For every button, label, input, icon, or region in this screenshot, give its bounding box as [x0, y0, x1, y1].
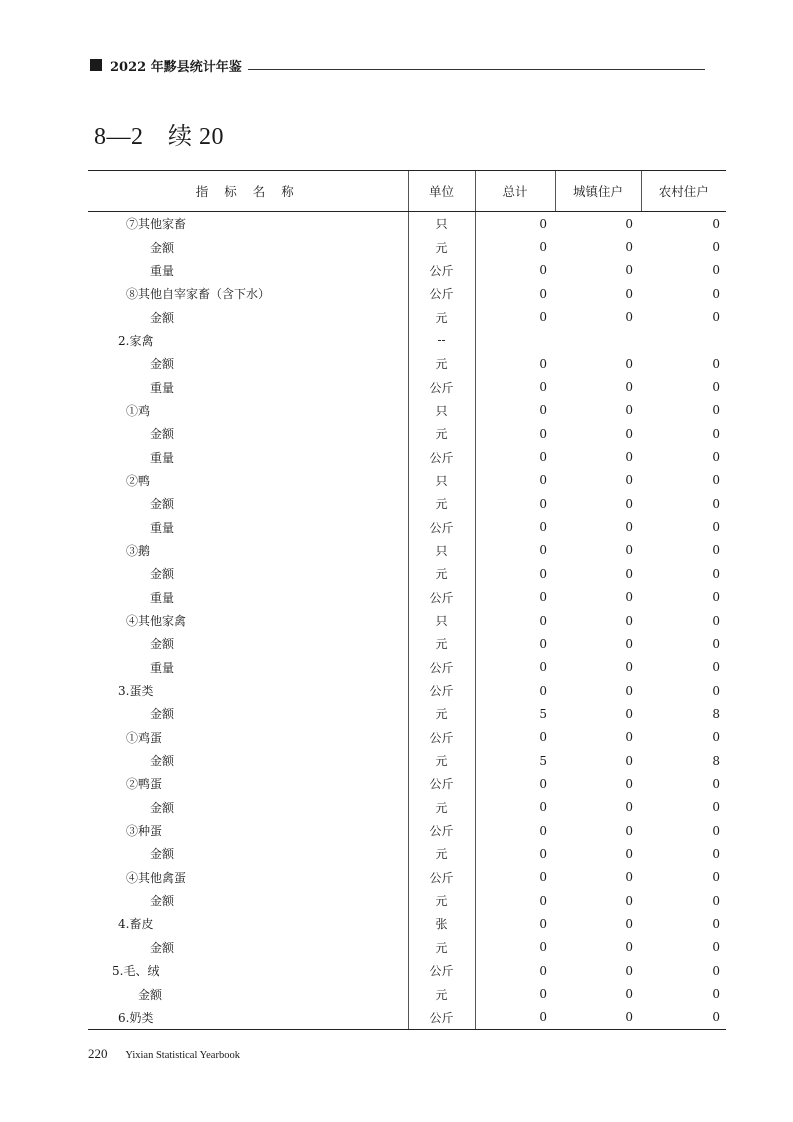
total-cell: 0: [475, 492, 555, 515]
rural-cell: 0: [712, 613, 720, 628]
rural-cell: 0: [712, 380, 720, 395]
indicator-cell: 金额: [150, 754, 175, 769]
rural-cell: 0: [712, 566, 720, 581]
rural-cell: 0: [712, 263, 720, 278]
total-cell: 0: [475, 562, 555, 585]
rural-cell: 0: [712, 800, 720, 815]
table-row: [88, 796, 726, 819]
table-row: [88, 586, 726, 609]
rural-cell: 0: [712, 963, 720, 978]
urban-cell: 0: [625, 590, 633, 605]
rural-cell: 0: [712, 916, 720, 931]
urban-cell: 0: [625, 963, 633, 978]
table-row: [88, 235, 726, 258]
table-row: [88, 562, 726, 585]
indicator-cell: 金额: [150, 707, 175, 722]
unit-cell: 公斤: [408, 282, 475, 305]
unit-cell: 元: [408, 842, 475, 865]
table-row: [88, 399, 726, 422]
unit-cell: 元: [408, 235, 475, 258]
unit-cell: 公斤: [408, 259, 475, 282]
column-header-indicator: 指 标 名 称: [88, 171, 408, 212]
table-row: [88, 352, 726, 375]
table-row: [88, 515, 726, 538]
unit-cell: 只: [408, 609, 475, 632]
unit-cell: 公斤: [408, 586, 475, 609]
publication-name: Yixian Statistical Yearbook: [125, 1050, 240, 1061]
table-row: [88, 282, 726, 305]
total-cell: 0: [475, 445, 555, 468]
indicator-cell: ⑧其他自宰家畜（含下水）: [126, 287, 271, 302]
urban-cell: 0: [625, 916, 633, 931]
indicator-cell: 金额: [150, 637, 175, 652]
indicator-cell: 2.家禽: [118, 333, 154, 348]
total-cell: 0: [475, 305, 555, 328]
unit-cell: 公斤: [408, 1006, 475, 1030]
urban-cell: 0: [625, 800, 633, 815]
table-row: [88, 656, 726, 679]
indicator-cell: 金额: [150, 357, 175, 372]
rural-cell: 0: [712, 683, 720, 698]
indicator-cell: ③鹅: [126, 543, 151, 558]
total-cell: 0: [475, 609, 555, 632]
rural-cell: 0: [712, 496, 720, 511]
total-cell: 0: [475, 912, 555, 935]
unit-cell: 公斤: [408, 679, 475, 702]
urban-cell: 0: [555, 1006, 641, 1030]
indicator-cell: ②鸭蛋: [126, 777, 163, 792]
rural-cell: 0: [641, 1006, 726, 1030]
table-row: [88, 329, 726, 352]
total-cell: 0: [475, 656, 555, 679]
rural-cell: 0: [712, 636, 720, 651]
unit-cell: 元: [408, 352, 475, 375]
rural-cell: 0: [712, 940, 720, 955]
statistics-table: [88, 170, 726, 1030]
indicator-cell: 金额: [150, 894, 175, 909]
urban-cell: 0: [625, 520, 633, 535]
unit-cell: 公斤: [408, 515, 475, 538]
unit-cell: 元: [408, 492, 475, 515]
table-row: [88, 889, 726, 912]
unit-cell: 元: [408, 562, 475, 585]
urban-cell: 0: [625, 940, 633, 955]
urban-cell: 0: [625, 450, 633, 465]
total-cell: 5: [475, 702, 555, 725]
unit-cell: 元: [408, 422, 475, 445]
urban-cell: [555, 329, 641, 352]
urban-cell: 0: [625, 660, 633, 675]
unit-cell: 公斤: [408, 772, 475, 795]
total-cell: 0: [475, 889, 555, 912]
column-header-urban: 城镇住户: [555, 171, 641, 212]
table-row: [88, 212, 726, 236]
urban-cell: 0: [625, 776, 633, 791]
total-cell: 0: [475, 212, 555, 236]
total-cell: 0: [475, 586, 555, 609]
unit-cell: 元: [408, 936, 475, 959]
urban-cell: 0: [625, 263, 633, 278]
indicator-cell: 金额: [150, 497, 175, 512]
total-cell: 0: [475, 842, 555, 865]
unit-cell: 元: [408, 749, 475, 772]
rural-cell: 0: [712, 543, 720, 558]
rural-cell: 8: [712, 753, 720, 768]
table-row: [88, 259, 726, 282]
table-row: [88, 936, 726, 959]
unit-cell: 只: [408, 399, 475, 422]
indicator-cell: 金额: [150, 847, 175, 862]
table-row: [88, 819, 726, 842]
table-row: [88, 609, 726, 632]
unit-cell: 公斤: [408, 959, 475, 982]
table-row: [88, 1006, 726, 1030]
urban-cell: 0: [625, 543, 633, 558]
urban-cell: 0: [625, 496, 633, 511]
urban-cell: 0: [625, 753, 633, 768]
total-cell: 5: [475, 749, 555, 772]
table-row: [88, 772, 726, 795]
indicator-cell: 5.毛、绒: [112, 964, 160, 979]
indicator-cell: 重量: [150, 520, 175, 535]
unit-cell: 元: [408, 796, 475, 819]
total-cell: 0: [475, 982, 555, 1005]
total-cell: 0: [475, 679, 555, 702]
urban-cell: 0: [625, 473, 633, 488]
table-header: [88, 171, 726, 212]
unit-cell: 元: [408, 702, 475, 725]
total-cell: 0: [475, 469, 555, 492]
total-cell: 0: [475, 632, 555, 655]
table-row: [88, 912, 726, 935]
total-cell: 0: [475, 772, 555, 795]
rural-cell: 0: [712, 823, 720, 838]
urban-cell: 0: [625, 403, 633, 418]
indicator-cell: ④其他家禽: [126, 614, 187, 629]
unit-cell: 公斤: [408, 819, 475, 842]
urban-cell: 0: [625, 216, 633, 231]
urban-cell: 0: [625, 380, 633, 395]
table-row: [88, 632, 726, 655]
unit-cell: 张: [408, 912, 475, 935]
total-cell: 0: [475, 282, 555, 305]
indicator-cell: 重量: [150, 590, 175, 605]
table-row: [88, 679, 726, 702]
total-cell: 0: [475, 515, 555, 538]
indicator-cell: 金额: [150, 940, 175, 955]
urban-cell: 0: [625, 240, 633, 255]
running-title: 2022 年黟县统计年鉴: [110, 60, 242, 75]
urban-cell: 0: [625, 356, 633, 371]
total-cell: 0: [475, 399, 555, 422]
indicator-cell: 金额: [150, 240, 175, 255]
indicator-cell: 重量: [150, 450, 175, 465]
column-header-rural: 农村住户: [641, 171, 726, 212]
unit-cell: 元: [408, 982, 475, 1005]
column-header-total: 总计: [475, 171, 555, 212]
total-cell: 0: [475, 235, 555, 258]
urban-cell: 0: [625, 823, 633, 838]
urban-cell: 0: [625, 706, 633, 721]
indicator-cell: ⑦其他家畜: [126, 217, 187, 232]
header-rule: [248, 69, 705, 70]
urban-cell: 0: [625, 893, 633, 908]
urban-cell: 0: [625, 870, 633, 885]
table-row: [88, 702, 726, 725]
unit-cell: 公斤: [408, 445, 475, 468]
rural-cell: 0: [712, 893, 720, 908]
urban-cell: 0: [625, 286, 633, 301]
total-cell: 0: [475, 422, 555, 445]
urban-cell: 0: [625, 683, 633, 698]
total-cell: [475, 329, 555, 352]
urban-cell: 0: [625, 636, 633, 651]
unit-cell: 元: [408, 305, 475, 328]
table-row: [88, 866, 726, 889]
table-row: [88, 726, 726, 749]
rural-cell: 0: [712, 776, 720, 791]
rural-cell: [641, 329, 726, 352]
table-row: [88, 375, 726, 398]
urban-cell: 0: [625, 846, 633, 861]
table-row: [88, 982, 726, 1005]
table-row: [88, 842, 726, 865]
rural-cell: 0: [712, 590, 720, 605]
urban-cell: 0: [625, 730, 633, 745]
page-number: 220: [88, 1046, 108, 1061]
urban-cell: 0: [625, 566, 633, 581]
total-cell: 0: [475, 936, 555, 959]
rural-cell: 0: [712, 216, 720, 231]
indicator-cell: 3.蛋类: [118, 684, 154, 699]
unit-cell: 公斤: [408, 866, 475, 889]
total-cell: 0: [475, 866, 555, 889]
unit-cell: --: [408, 329, 475, 352]
table-row: [88, 539, 726, 562]
rural-cell: 0: [712, 426, 720, 441]
unit-cell: 只: [408, 212, 475, 236]
rural-cell: 0: [712, 987, 720, 1002]
table-row: [88, 492, 726, 515]
indicator-cell: 金额: [150, 567, 175, 582]
running-header: [90, 56, 705, 76]
indicator-cell: ①鸡: [126, 403, 151, 418]
total-cell: 0: [475, 1006, 555, 1030]
urban-cell: 0: [625, 426, 633, 441]
rural-cell: 0: [712, 846, 720, 861]
total-cell: 0: [475, 352, 555, 375]
unit-cell: 元: [408, 889, 475, 912]
indicator-cell: 重量: [150, 660, 175, 675]
unit-cell: 只: [408, 539, 475, 562]
total-cell: 0: [475, 375, 555, 398]
table-row: [88, 422, 726, 445]
table-body: [88, 212, 726, 1030]
rural-cell: 0: [712, 286, 720, 301]
urban-cell: 0: [625, 613, 633, 628]
indicator-cell: 重量: [150, 380, 175, 395]
total-cell: 0: [475, 259, 555, 282]
urban-cell: 0: [625, 310, 633, 325]
indicator-cell: 4.畜皮: [118, 917, 154, 932]
indicator-cell: ②鸭: [126, 473, 151, 488]
indicator-cell: ③种蛋: [126, 824, 163, 839]
rural-cell: 0: [712, 660, 720, 675]
total-cell: 0: [475, 959, 555, 982]
table-row: [88, 749, 726, 772]
indicator-cell: 6.奶类: [88, 1006, 408, 1030]
rural-cell: 0: [712, 310, 720, 325]
indicator-cell: 金额: [150, 800, 175, 815]
table-row: [88, 959, 726, 982]
indicator-cell: 金额: [150, 427, 175, 442]
total-cell: 0: [475, 819, 555, 842]
page-footer: [88, 1046, 240, 1062]
rural-cell: 0: [712, 356, 720, 371]
unit-cell: 元: [408, 632, 475, 655]
unit-cell: 公斤: [408, 375, 475, 398]
rural-cell: 0: [712, 730, 720, 745]
rural-cell: 0: [712, 870, 720, 885]
header-row: [88, 171, 726, 212]
rural-cell: 8: [712, 706, 720, 721]
unit-cell: 只: [408, 469, 475, 492]
indicator-cell: ①鸡蛋: [126, 730, 163, 745]
header-square-marker: [90, 59, 102, 71]
total-cell: 0: [475, 726, 555, 749]
table-title: 8—2 续 20: [94, 124, 224, 150]
indicator-cell: 重量: [150, 263, 175, 278]
rural-cell: 0: [712, 403, 720, 418]
table-row: [88, 469, 726, 492]
rural-cell: 0: [712, 240, 720, 255]
indicator-cell: 金额: [150, 310, 175, 325]
rural-cell: 0: [712, 450, 720, 465]
unit-cell: 公斤: [408, 726, 475, 749]
total-cell: 0: [475, 539, 555, 562]
column-header-unit: 单位: [408, 171, 475, 212]
unit-cell: 公斤: [408, 656, 475, 679]
table-row: [88, 305, 726, 328]
table-row: [88, 445, 726, 468]
urban-cell: 0: [625, 987, 633, 1002]
indicator-cell: ④其他禽蛋: [126, 870, 187, 885]
rural-cell: 0: [712, 473, 720, 488]
total-cell: 0: [475, 796, 555, 819]
rural-cell: 0: [712, 520, 720, 535]
indicator-cell: 金额: [138, 987, 163, 1002]
